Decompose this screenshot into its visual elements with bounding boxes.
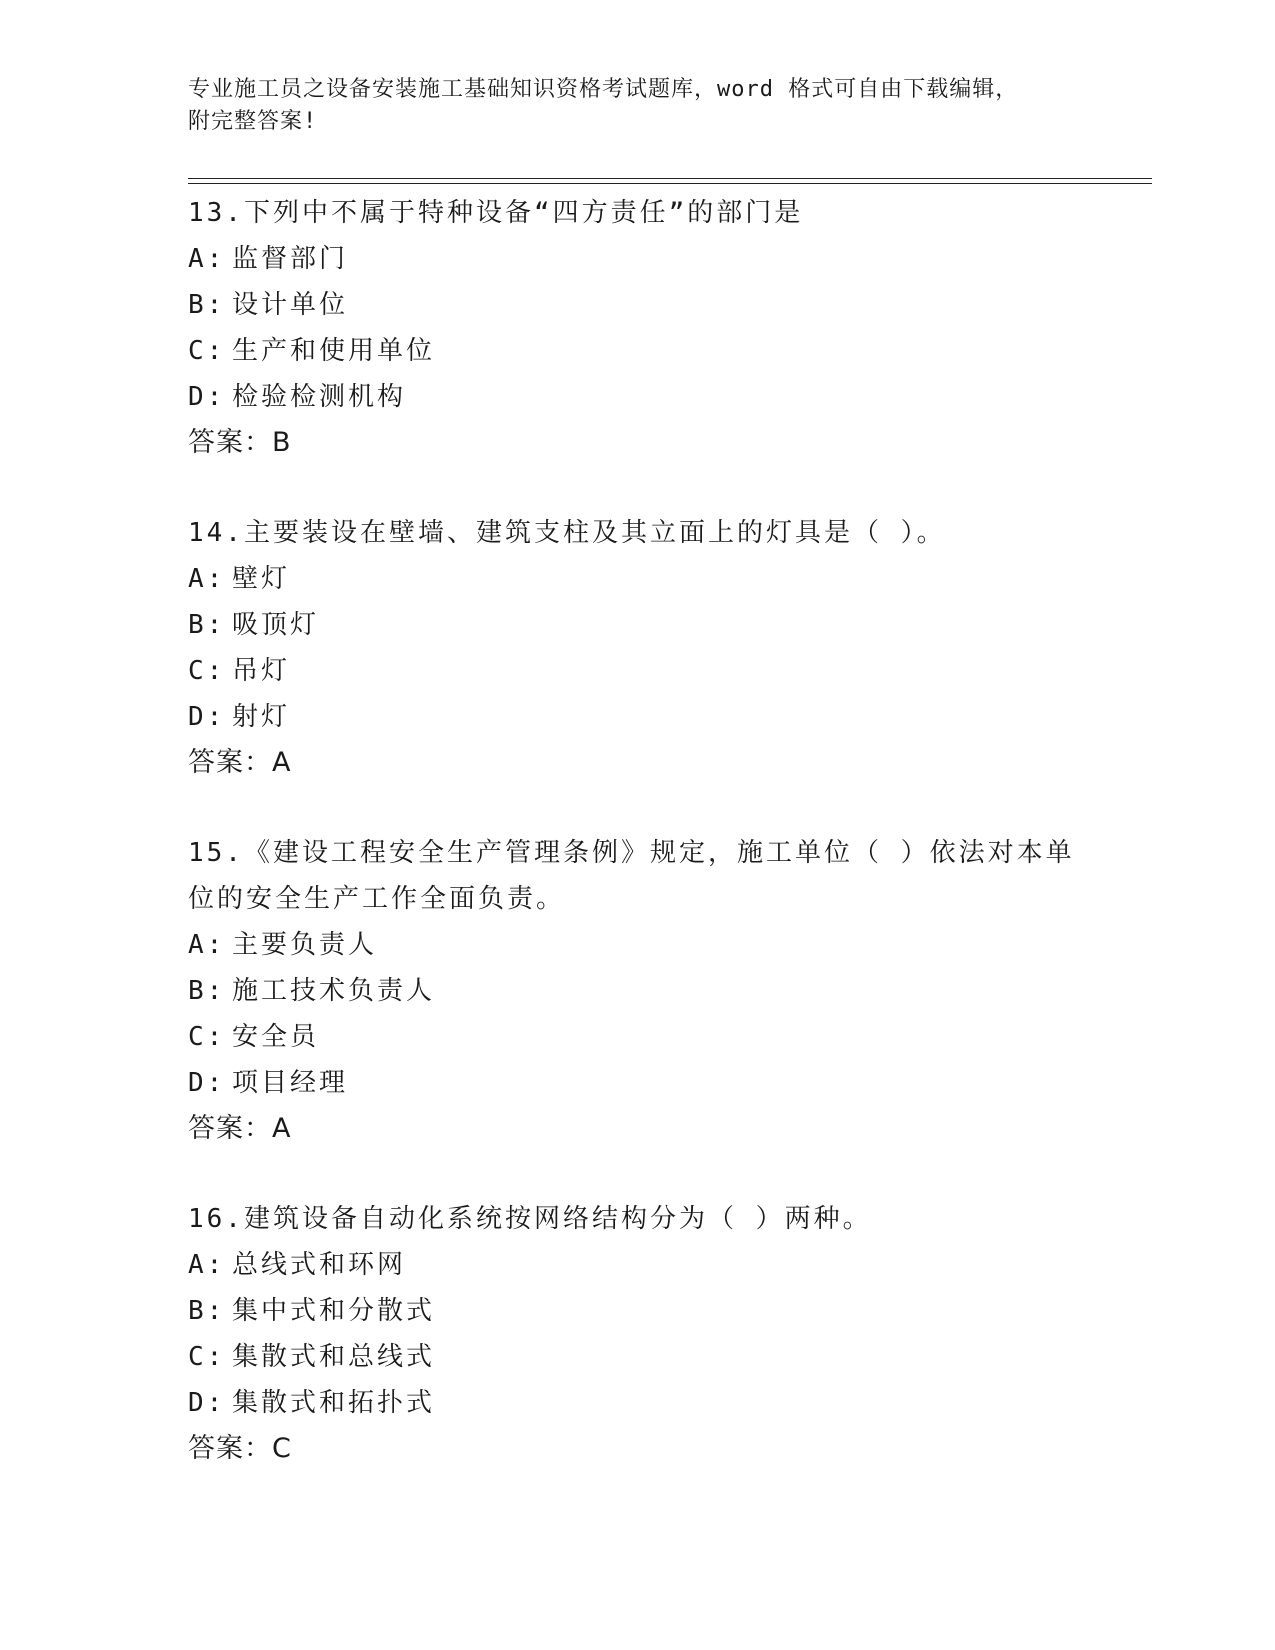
question-list bbox=[188, 190, 1088, 1516]
option-text: 集散式和拓扑式 bbox=[232, 1388, 436, 1418]
answer-line: 答案：A bbox=[188, 1113, 292, 1144]
answer-line: 答案：A bbox=[188, 747, 292, 778]
option-text: 射灯 bbox=[232, 702, 291, 732]
header-line-2: 附完整答案! bbox=[188, 109, 318, 134]
question-stem-line: 13.下列中不属于特种设备“四方责任”的部门是 bbox=[188, 198, 804, 228]
option-text: 监督部门 bbox=[232, 244, 349, 274]
option-letter: C: bbox=[188, 1022, 226, 1052]
option-b bbox=[188, 282, 1088, 328]
header-divider-top bbox=[188, 178, 1152, 179]
option-a bbox=[188, 556, 1088, 602]
option-c bbox=[188, 1334, 1088, 1380]
option-letter: B: bbox=[188, 976, 226, 1006]
option-text: 壁灯 bbox=[232, 564, 291, 594]
option-text: 安全员 bbox=[232, 1022, 320, 1052]
answer-line: 答案：C bbox=[188, 1433, 292, 1464]
document-header bbox=[188, 74, 1088, 138]
option-letter: B: bbox=[188, 610, 226, 640]
option-letter: A: bbox=[188, 930, 226, 960]
option-b bbox=[188, 1288, 1088, 1334]
option-a bbox=[188, 1242, 1088, 1288]
option-a bbox=[188, 922, 1088, 968]
option-letter: C: bbox=[188, 336, 226, 366]
option-text: 集散式和总线式 bbox=[232, 1342, 436, 1372]
question-stem bbox=[188, 1196, 1088, 1242]
option-letter: D: bbox=[188, 702, 226, 732]
question-16 bbox=[188, 1196, 1088, 1472]
option-letter: A: bbox=[188, 1250, 226, 1280]
option-a bbox=[188, 236, 1088, 282]
option-letter: D: bbox=[188, 382, 226, 412]
option-letter: C: bbox=[188, 1342, 226, 1372]
option-text: 吊灯 bbox=[232, 656, 291, 686]
question-stem-line: 15.《建设工程安全生产管理条例》规定，施工单位（ ）依法对本单 bbox=[188, 838, 1075, 868]
option-letter: B: bbox=[188, 1296, 226, 1326]
option-d bbox=[188, 694, 1088, 740]
answer-line: 答案：B bbox=[188, 427, 292, 458]
question-stem bbox=[188, 830, 1088, 922]
option-letter: A: bbox=[188, 564, 226, 594]
question-13 bbox=[188, 190, 1088, 466]
option-letter: C: bbox=[188, 656, 226, 686]
option-text: 总线式和环网 bbox=[232, 1250, 407, 1280]
option-c bbox=[188, 328, 1088, 374]
question-15 bbox=[188, 830, 1088, 1152]
option-text: 设计单位 bbox=[232, 290, 349, 320]
option-text: 吸顶灯 bbox=[232, 610, 320, 640]
option-letter: B: bbox=[188, 290, 226, 320]
question-stem bbox=[188, 510, 1088, 556]
question-stem-line: 16.建筑设备自动化系统按网络结构分为（ ）两种。 bbox=[188, 1204, 872, 1234]
question-stem-line: 位的安全生产工作全面负责。 bbox=[188, 884, 566, 914]
option-letter: D: bbox=[188, 1388, 226, 1418]
option-c bbox=[188, 648, 1088, 694]
option-d bbox=[188, 1380, 1088, 1426]
option-letter: D: bbox=[188, 1068, 226, 1098]
question-14 bbox=[188, 510, 1088, 786]
header-line-1: 专业施工员之设备安装施工基础知识资格考试题库，word 格式可自由下载编辑， bbox=[188, 77, 1019, 102]
option-d bbox=[188, 1060, 1088, 1106]
option-b bbox=[188, 602, 1088, 648]
option-text: 主要负责人 bbox=[232, 930, 378, 960]
option-b bbox=[188, 968, 1088, 1014]
option-text: 集中式和分散式 bbox=[232, 1296, 436, 1326]
option-text: 检验检测机构 bbox=[232, 382, 407, 412]
question-stem bbox=[188, 190, 1088, 236]
question-stem-line: 14.主要装设在壁墙、建筑支柱及其立面上的灯具是（ ）。 bbox=[188, 518, 946, 548]
option-text: 项目经理 bbox=[232, 1068, 349, 1098]
option-c bbox=[188, 1014, 1088, 1060]
option-d bbox=[188, 374, 1088, 420]
option-text: 施工技术负责人 bbox=[232, 976, 436, 1006]
option-text: 生产和使用单位 bbox=[232, 336, 436, 366]
option-letter: A: bbox=[188, 244, 226, 274]
header-divider-bottom bbox=[188, 183, 1152, 184]
